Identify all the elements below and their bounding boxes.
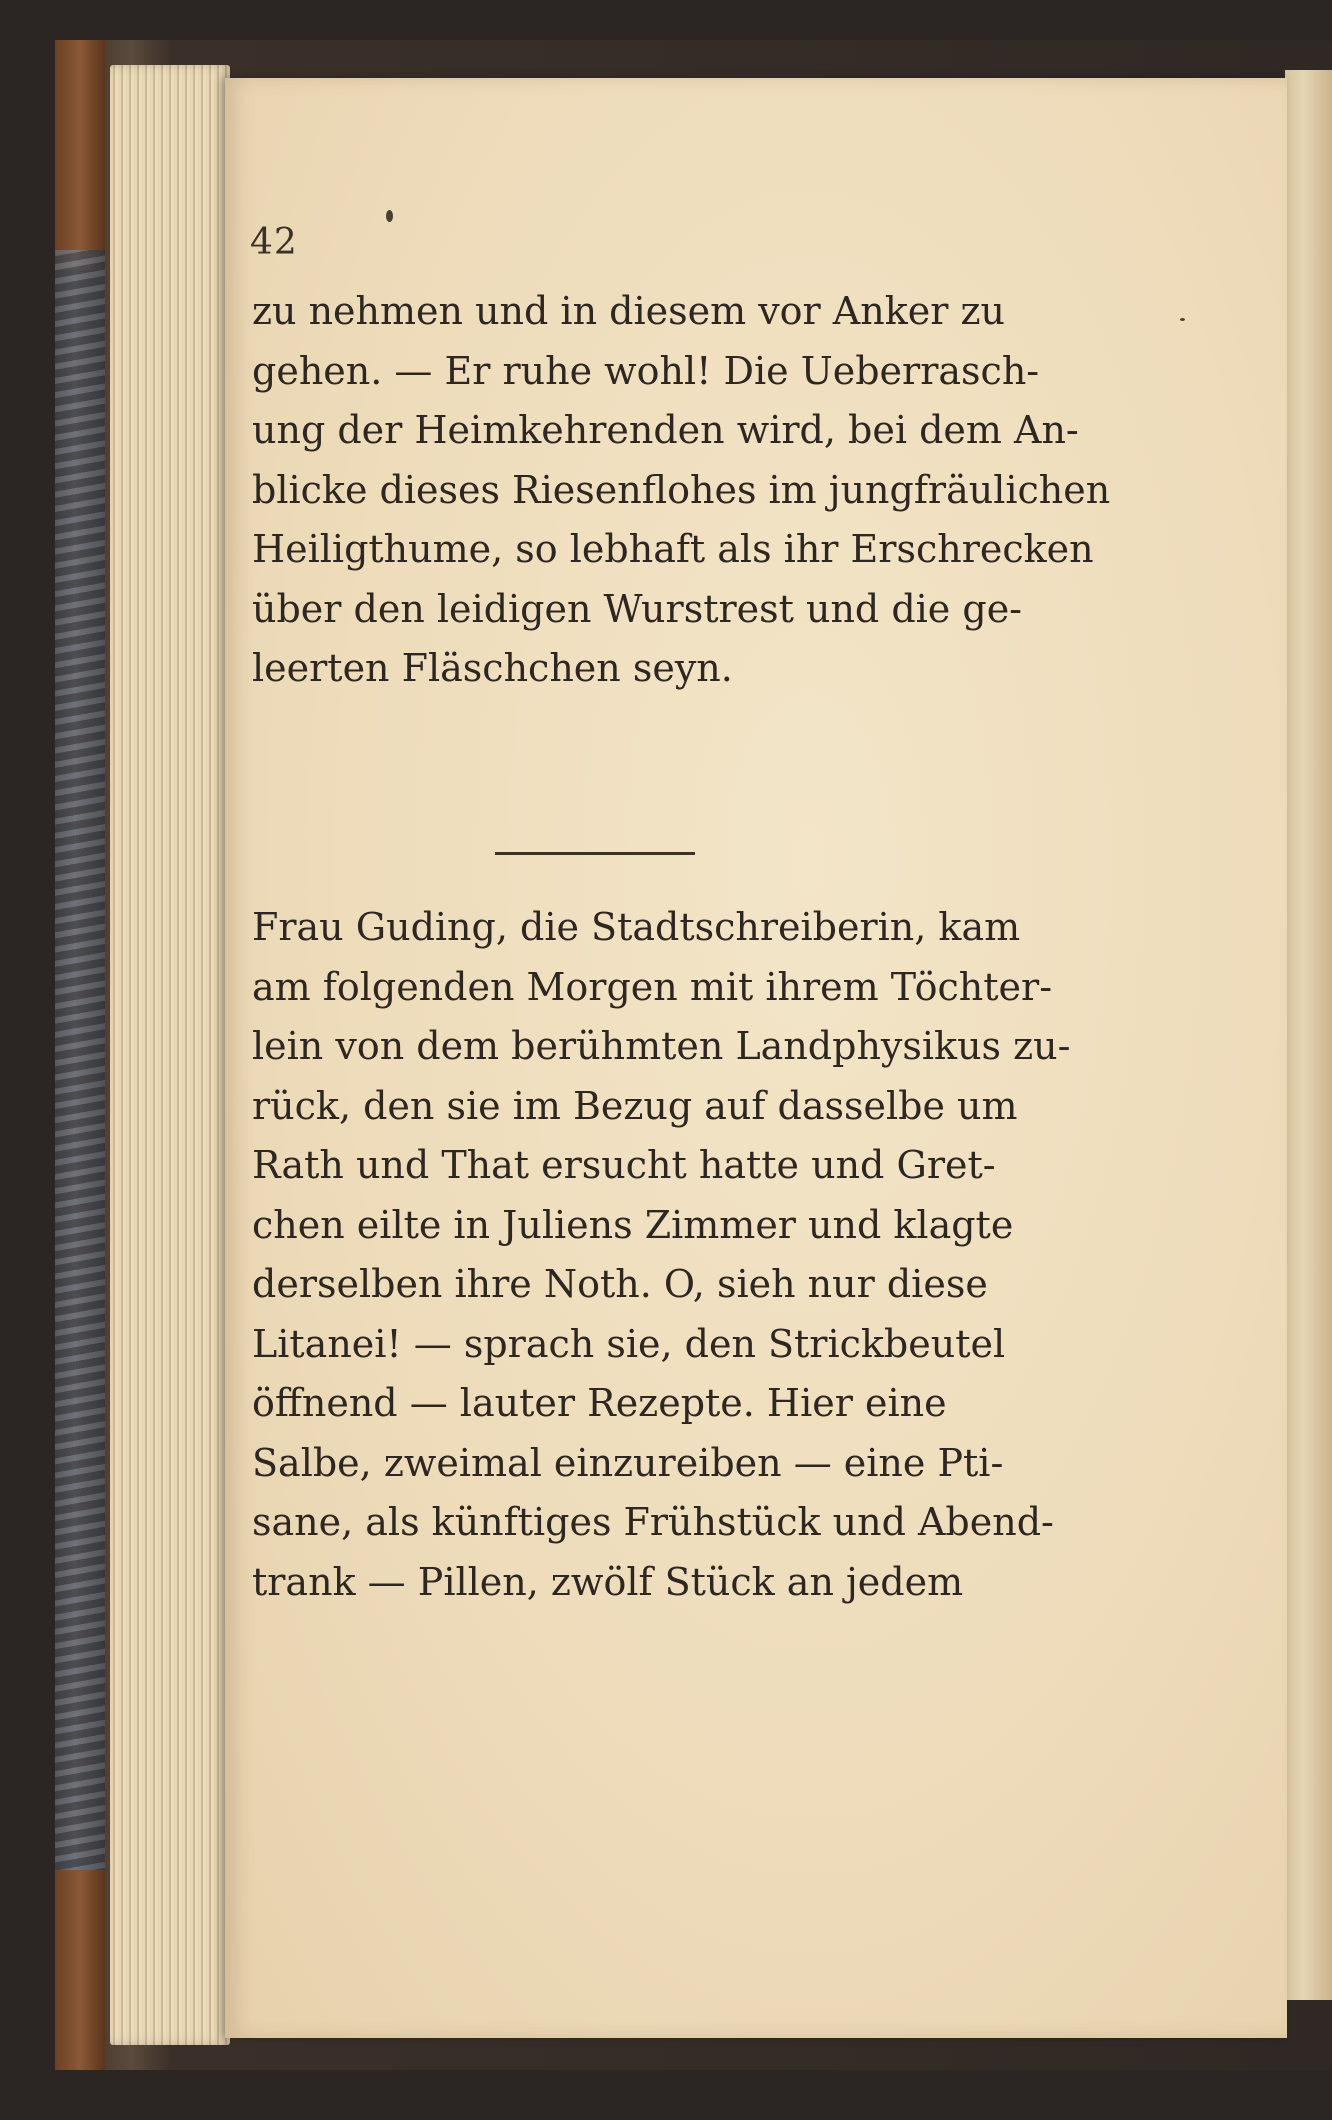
text-line: gehen. — Er ruhe wohl! Die Ueberrasch- <box>252 348 1040 393</box>
text-line: derselben ihre Noth. O, sieh nur diese <box>252 1262 988 1306</box>
text-line: am folgenden Morgen mit ihrem Töchter- <box>252 964 1053 1009</box>
text-line: lein von dem berühmten Landphysikus zu- <box>252 1024 1071 1068</box>
text-line: Heiligthume, so lebhaft als ihr Erschrecken <box>252 527 1094 571</box>
paper-speck <box>1180 318 1185 321</box>
cover-leather-corner-top <box>55 40 105 270</box>
text-line: über den leidigen Wurstrest und die ge- <box>252 586 1023 631</box>
text-line: Litanei! — sprach sie, den Strickbeutel <box>252 1321 1006 1366</box>
text-line: Salbe, zweimal einzureiben — eine Pti- <box>252 1440 1004 1485</box>
cover-marbled-paper <box>55 250 105 1950</box>
paragraph-2 <box>252 898 1071 1612</box>
text-line: zu nehmen und in diesem vor Anker zu <box>252 289 1005 333</box>
text-line: Rath und That ersucht hatte und Gret- <box>252 1143 996 1187</box>
text-line: blicke dieses Riesenflohes im jungfräulichen <box>252 467 1111 512</box>
cover-leather-corner-bottom <box>55 1870 105 2070</box>
text-line: trank — Pillen, zwölf Stück an jedem <box>252 1559 964 1604</box>
text-line: leerten Fläschchen seyn. <box>252 646 733 690</box>
paper-speck <box>386 210 393 222</box>
paragraph-1 <box>252 282 1111 699</box>
section-divider <box>495 852 695 855</box>
text-line: Frau Guding, die Stadtschreiberin, kam <box>252 905 1021 949</box>
text-line: ung der Heimkehrenden wird, bei dem An- <box>252 408 1079 452</box>
page-number: 42 <box>250 222 298 263</box>
text-line: sane, als künftiges Frühstück und Abend- <box>252 1500 1054 1544</box>
page-stack-edge <box>110 65 230 2045</box>
text-line: rück, den sie im Bezug auf dasselbe um <box>252 1083 1018 1128</box>
text-line: öffnend — lauter Rezepte. Hier eine <box>252 1381 947 1425</box>
right-page-edge <box>1285 70 1332 2000</box>
text-line: chen eilte in Juliens Zimmer und klagte <box>252 1202 1014 1247</box>
